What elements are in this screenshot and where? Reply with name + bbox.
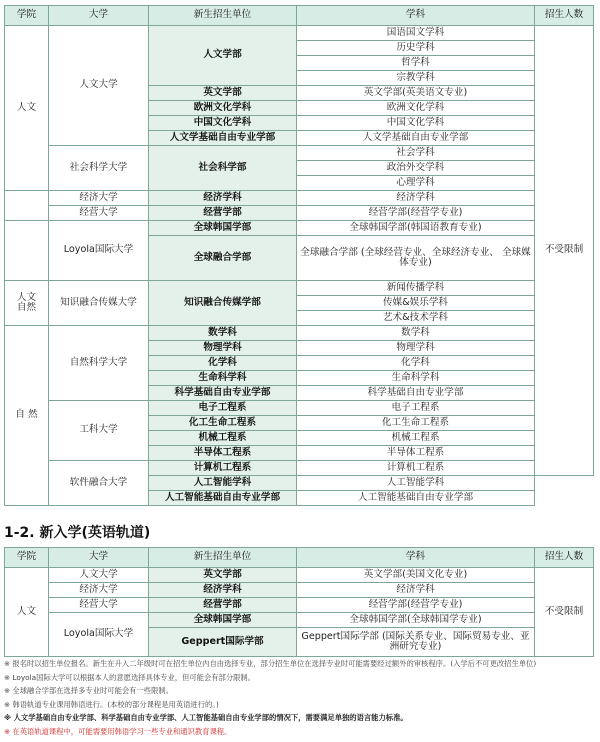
- college-cell: 人文: [5, 26, 49, 191]
- header-university: 大学: [49, 548, 149, 568]
- university-cell: 人文大学: [49, 568, 149, 583]
- subject-cell: 传媒&娱乐学科: [297, 296, 535, 311]
- subject-cell: 计算机工程系: [297, 461, 535, 476]
- university-cell: 经济大学: [49, 583, 149, 598]
- header-subject: 学科: [297, 6, 535, 26]
- unit-cell: 知识融合传媒学部: [149, 281, 297, 326]
- subject-cell: 艺术&技术学科: [297, 311, 535, 326]
- college-cell-blank: [5, 221, 49, 281]
- subject-cell: 新闻传播学科: [297, 281, 535, 296]
- unit-cell: 人文学部: [149, 26, 297, 86]
- table-row: [5, 613, 594, 628]
- note-item: ※ 在英语轨道课程中，可能需要用韩语学习一些专业和通识教育课程。: [4, 726, 232, 736]
- note-item: ※ 人文学基础自由专业学部、科学基础自由专业学部、人工智能基础自由专业学部的情况下，需要满足单独的语言能力标准。: [4, 713, 408, 723]
- header-subject: 学科: [297, 548, 535, 568]
- header-unit: 新生招生单位: [149, 548, 297, 568]
- header-quota: 招生人数: [535, 548, 594, 568]
- table-row: [5, 598, 594, 613]
- table-row: [5, 401, 594, 416]
- notes: [4, 657, 598, 739]
- note-item: ※ 韩语轨道专业课用韩语进行。(本校的部分课程是用英语进行的。): [4, 699, 219, 709]
- unit-cell: 经营学部: [149, 598, 297, 613]
- unit-cell: 全球韩国学部: [149, 221, 297, 236]
- quota-cell: 不受限制: [535, 26, 594, 476]
- header-university: 大学: [49, 6, 149, 26]
- subject-cell: 全球融合学部 (全球经营专业、全球经济专业、 全球媒体专业): [297, 236, 535, 281]
- table-row: [5, 326, 594, 341]
- subject-cell: 全球韩国学部(韩国语教育专业): [297, 221, 535, 236]
- subject-cell: 英文学部(美国文化专业): [297, 568, 535, 583]
- subject-cell: 经营学部(经营学专业): [297, 598, 535, 613]
- subject-cell: 英文学部(英美语文专业): [297, 86, 535, 101]
- table-row: [5, 281, 594, 296]
- unit-cell: 英文学部: [149, 568, 297, 583]
- table-header-row: [5, 6, 594, 26]
- subject-cell: 人工智能基础自由专业学部: [297, 491, 535, 506]
- unit-cell: 人文学基础自由专业学部: [149, 131, 297, 146]
- subject-cell: 人文学基础自由专业学部: [297, 131, 535, 146]
- subject-cell: 数学科: [297, 326, 535, 341]
- subject-cell: 心理学科: [297, 176, 535, 191]
- subject-cell: 经营学部(经营学专业): [297, 206, 535, 221]
- subject-cell: 物理学科: [297, 341, 535, 356]
- table-row: [5, 583, 594, 598]
- unit-cell: 物理学科: [149, 341, 297, 356]
- quota-cell: 不受限制: [535, 568, 594, 657]
- unit-cell: 计算机工程系: [149, 461, 297, 476]
- table-row: [5, 568, 594, 583]
- table-row: [5, 221, 594, 236]
- admission-table-english-track: [4, 547, 594, 657]
- table-row: [5, 146, 594, 161]
- unit-cell: 经济学科: [149, 583, 297, 598]
- university-cell: 工科大学: [49, 401, 149, 461]
- unit-cell: 英文学部: [149, 86, 297, 101]
- subject-cell: 半导体工程系: [297, 446, 535, 461]
- header-quota: 招生人数: [535, 6, 594, 26]
- subject-cell: 化工生命工程系: [297, 416, 535, 431]
- header-college: 学院: [5, 548, 49, 568]
- subject-cell: 电子工程系: [297, 401, 535, 416]
- header-college: 学院: [5, 6, 49, 26]
- subject-cell: 经济学科: [297, 191, 535, 206]
- table-row: [5, 191, 594, 206]
- college-cell: 自 然: [5, 326, 49, 506]
- university-cell: 人文大学: [49, 26, 149, 146]
- unit-cell: 中国文化学科: [149, 116, 297, 131]
- college-cell: 人文 自然: [5, 281, 49, 326]
- subject-cell: 中国文化学科: [297, 116, 535, 131]
- subject-cell: 生命科学科: [297, 371, 535, 386]
- unit-cell: 化学科: [149, 356, 297, 371]
- unit-cell: 社会科学部: [149, 146, 297, 191]
- subject-cell: 历史学科: [297, 41, 535, 56]
- subject-cell: 国语国文学科: [297, 26, 535, 41]
- unit-cell: 科学基础自由专业学部: [149, 386, 297, 401]
- section-title: 1-2. 新入学(英语轨道): [4, 525, 151, 541]
- university-cell: 经济大学: [49, 191, 149, 206]
- table-row: [5, 206, 594, 221]
- note-item: ※ Loyola国际大学可以根据本人的意愿选择具体专业，但可能会有部分限制。: [4, 672, 256, 682]
- table-header-row: [5, 548, 594, 568]
- subject-cell: 社会学科: [297, 146, 535, 161]
- table-row: [5, 26, 594, 41]
- subject-cell: 人工智能学科: [297, 476, 535, 491]
- unit-cell: 电子工程系: [149, 401, 297, 416]
- unit-cell: 全球融合学部: [149, 236, 297, 281]
- unit-cell: 生命科学科: [149, 371, 297, 386]
- table-row: [5, 461, 594, 476]
- unit-cell: 数学科: [149, 326, 297, 341]
- subject-cell: 全球韩国学部(全球韩国学专业): [297, 613, 535, 628]
- university-cell: 经营大学: [49, 206, 149, 221]
- unit-cell: 经营学部: [149, 206, 297, 221]
- unit-cell: 欧洲文化学科: [149, 101, 297, 116]
- college-cell: 人文: [5, 568, 49, 657]
- unit-cell: 化工生命工程系: [149, 416, 297, 431]
- unit-cell: 人工智能基础自由专业学部: [149, 491, 297, 506]
- unit-cell: 经济学科: [149, 191, 297, 206]
- admission-table-korean-track: [4, 5, 594, 506]
- unit-cell: 半导体工程系: [149, 446, 297, 461]
- college-cell-blank: [5, 191, 49, 221]
- university-cell: 社会科学大学: [49, 146, 149, 191]
- subject-cell: 机械工程系: [297, 431, 535, 446]
- unit-cell: 全球韩国学部: [149, 613, 297, 628]
- subject-cell: 政治外交学科: [297, 161, 535, 176]
- header-unit: 新生招生单位: [149, 6, 297, 26]
- university-cell: Loyola国际大学: [49, 221, 149, 281]
- unit-cell: Geppert国际学部: [149, 628, 297, 657]
- subject-cell: 化学科: [297, 356, 535, 371]
- university-cell: 经营大学: [49, 598, 149, 613]
- unit-cell: 机械工程系: [149, 431, 297, 446]
- university-cell: 自然科学大学: [49, 326, 149, 401]
- note-item: ※ 报名时以招生单位报名。新生在升入二年级时可在招生单位内自由选择专业，部分招生单位在选择专业时可能需要经过额外的审核程序。(入学后不可更改招生单位): [4, 659, 537, 668]
- subject-cell: 欧洲文化学科: [297, 101, 535, 116]
- subject-cell: 科学基础自由专业学部: [297, 386, 535, 401]
- subject-cell: 哲学科: [297, 56, 535, 71]
- university-cell: 软件融合大学: [49, 461, 149, 506]
- unit-cell: 人工智能学科: [149, 476, 297, 491]
- subject-cell: Geppert国际学部 (国际关系专业、国际贸易专业、亚洲研究专业): [297, 628, 535, 657]
- university-cell: Loyola国际大学: [49, 613, 149, 657]
- note-item: ※ 全球融合学部在选择多专业时可能会有一些限制。: [4, 686, 173, 696]
- subject-cell: 宗教学科: [297, 71, 535, 86]
- subject-cell: 经济学科: [297, 583, 535, 598]
- university-cell: 知识融合传媒大学: [49, 281, 149, 326]
